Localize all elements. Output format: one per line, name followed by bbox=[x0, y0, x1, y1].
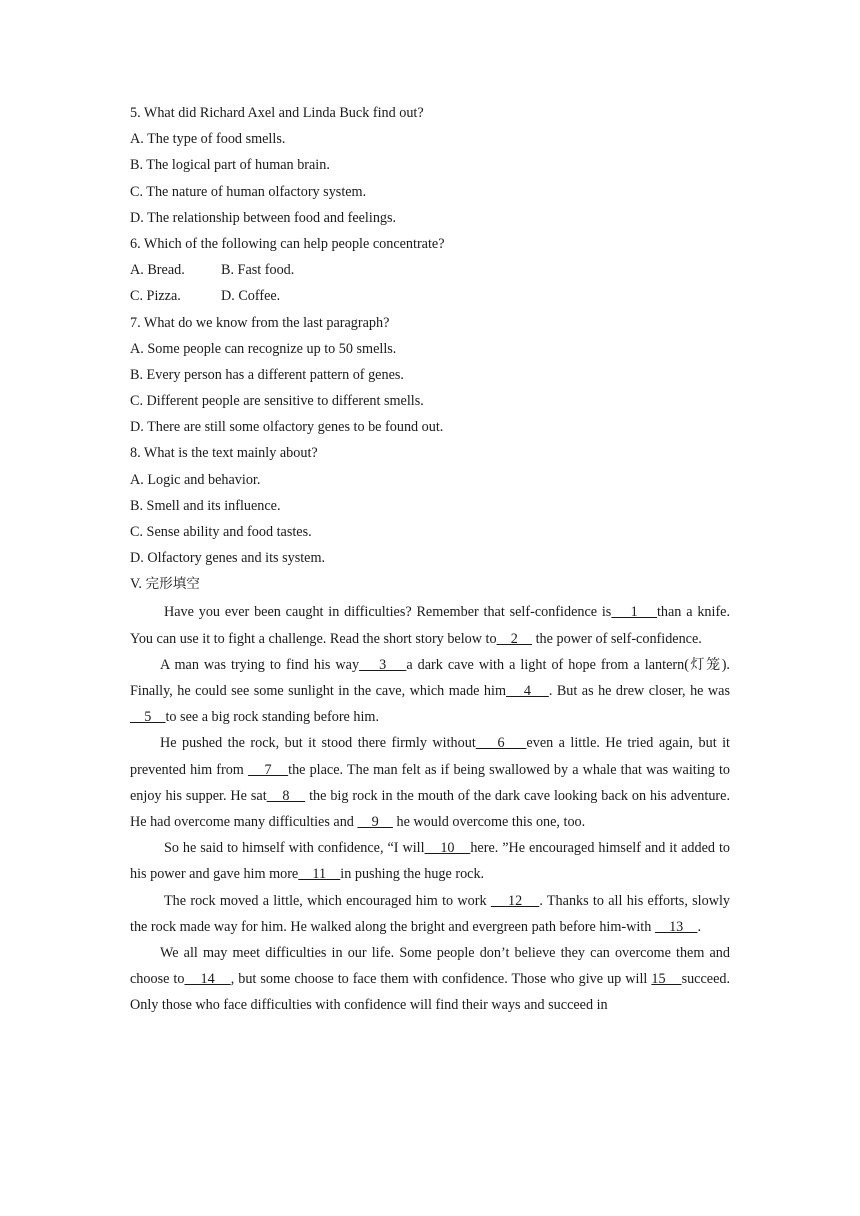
question-stem: 7. What do we know from the last paragraph? bbox=[130, 314, 390, 331]
section-number: V. bbox=[130, 576, 142, 593]
answer-option: A. Logic and behavior. bbox=[130, 471, 261, 488]
answer-option: B. Fast food. bbox=[221, 262, 295, 279]
answer-option: A. Some people can recognize up to 50 smells. bbox=[130, 340, 397, 357]
cloze-paragraph: The rock moved a little, which encouraged him to work 12 . Thanks to all his efforts, slowly the rock made way for him. He walked along the bright and evergreen path before him-with 13 . bbox=[130, 892, 730, 935]
answer-option: D. There are still some olfactory genes to be found out. bbox=[130, 419, 444, 436]
cloze-blank: 11 bbox=[298, 866, 341, 883]
cloze-blank: 12 bbox=[490, 892, 540, 909]
cloze-blank: 14 bbox=[184, 971, 231, 988]
cloze-paragraph: Have you ever been caught in difficulties? Remember that self-confidence is 1 than a knife. You can use it to fight a challenge. Read the short story below to 2 the power of self-confidence. bbox=[130, 604, 731, 647]
answer-option: C. Sense ability and food tastes. bbox=[130, 524, 312, 540]
cloze-blank: 10 bbox=[424, 840, 471, 857]
answer-option: D. Olfactory genes and its system. bbox=[130, 550, 326, 567]
cloze-blank: 2 bbox=[496, 630, 533, 647]
section-title: 完形填空 bbox=[145, 576, 200, 593]
cloze-blank: 1 bbox=[611, 604, 657, 621]
cloze-blank: 9 bbox=[357, 814, 393, 830]
answer-option: B. The logical part of human brain. bbox=[130, 157, 330, 174]
question-stem: 6. Which of the following can help people concentrate? bbox=[130, 235, 445, 252]
answer-option: B. Smell and its influence. bbox=[130, 497, 281, 514]
section-heading bbox=[130, 571, 730, 599]
cloze-paragraph: He pushed the rock, but it stood there firmly without 6 even a little. He tried again, but it prevented him from 7 the place. The man felt as if being swallowed by a whale that was waiting to enjoy his supper. He sat 8 the big rock in the mouth of the dark cave looking back on his adventure. He had overcome many difficulties and 9 he would overcome this one, too. bbox=[130, 735, 731, 830]
answer-option: D. Coffee. bbox=[221, 288, 281, 305]
answer-option: C. The nature of human olfactory system. bbox=[130, 183, 367, 200]
question-stem: 8. What is the text mainly about? bbox=[130, 445, 318, 462]
answer-option: A. The type of food smells. bbox=[130, 131, 286, 148]
question-stem: 5. What did Richard Axel and Linda Buck find out? bbox=[130, 105, 424, 121]
cloze-paragraph: A man was trying to find his way 3 a dark cave with a light of hope from a lantern(灯笼). Finally, he could see some sunlight in the cave, which made him 4 . But as he drew closer, he was 5 to see a big rock standing before him. bbox=[130, 656, 730, 726]
cloze-blank: 6 bbox=[475, 735, 527, 752]
cloze-blank: 8 bbox=[266, 787, 306, 804]
answer-option: C. Different people are sensitive to different smells. bbox=[130, 393, 424, 410]
cloze-blank: 13 bbox=[654, 918, 698, 935]
cloze-blank: 15 bbox=[651, 971, 682, 988]
answer-option: C. Pizza. bbox=[130, 288, 181, 305]
cloze-blank: 3 bbox=[359, 656, 407, 673]
answer-option-row bbox=[130, 257, 730, 283]
cloze-blank: 5 bbox=[130, 709, 166, 726]
answer-option: D. The relationship between food and feelings. bbox=[130, 209, 397, 226]
cloze-blank: 7 bbox=[247, 761, 289, 778]
document-page bbox=[130, 100, 730, 1019]
answer-option-row bbox=[130, 283, 730, 309]
answer-option: A. Bread. bbox=[130, 262, 185, 279]
cloze-paragraph: So he said to himself with confidence, “I will 10 here. ”He encouraged himself and it added to his power and gave him more 11 in pushing the huge rock. bbox=[130, 840, 731, 883]
answer-option: B. Every person has a different pattern of genes. bbox=[130, 366, 404, 383]
cloze-blank: 4 bbox=[506, 682, 549, 699]
cloze-paragraph: We all may meet difficulties in our life. Some people don’t believe they can overcome them and choose to 14 , but some choose to face them with confidence. Those who give up will 15 succeed. Only those who face difficulties with confidence will find their ways and succeed in bbox=[130, 945, 731, 1014]
